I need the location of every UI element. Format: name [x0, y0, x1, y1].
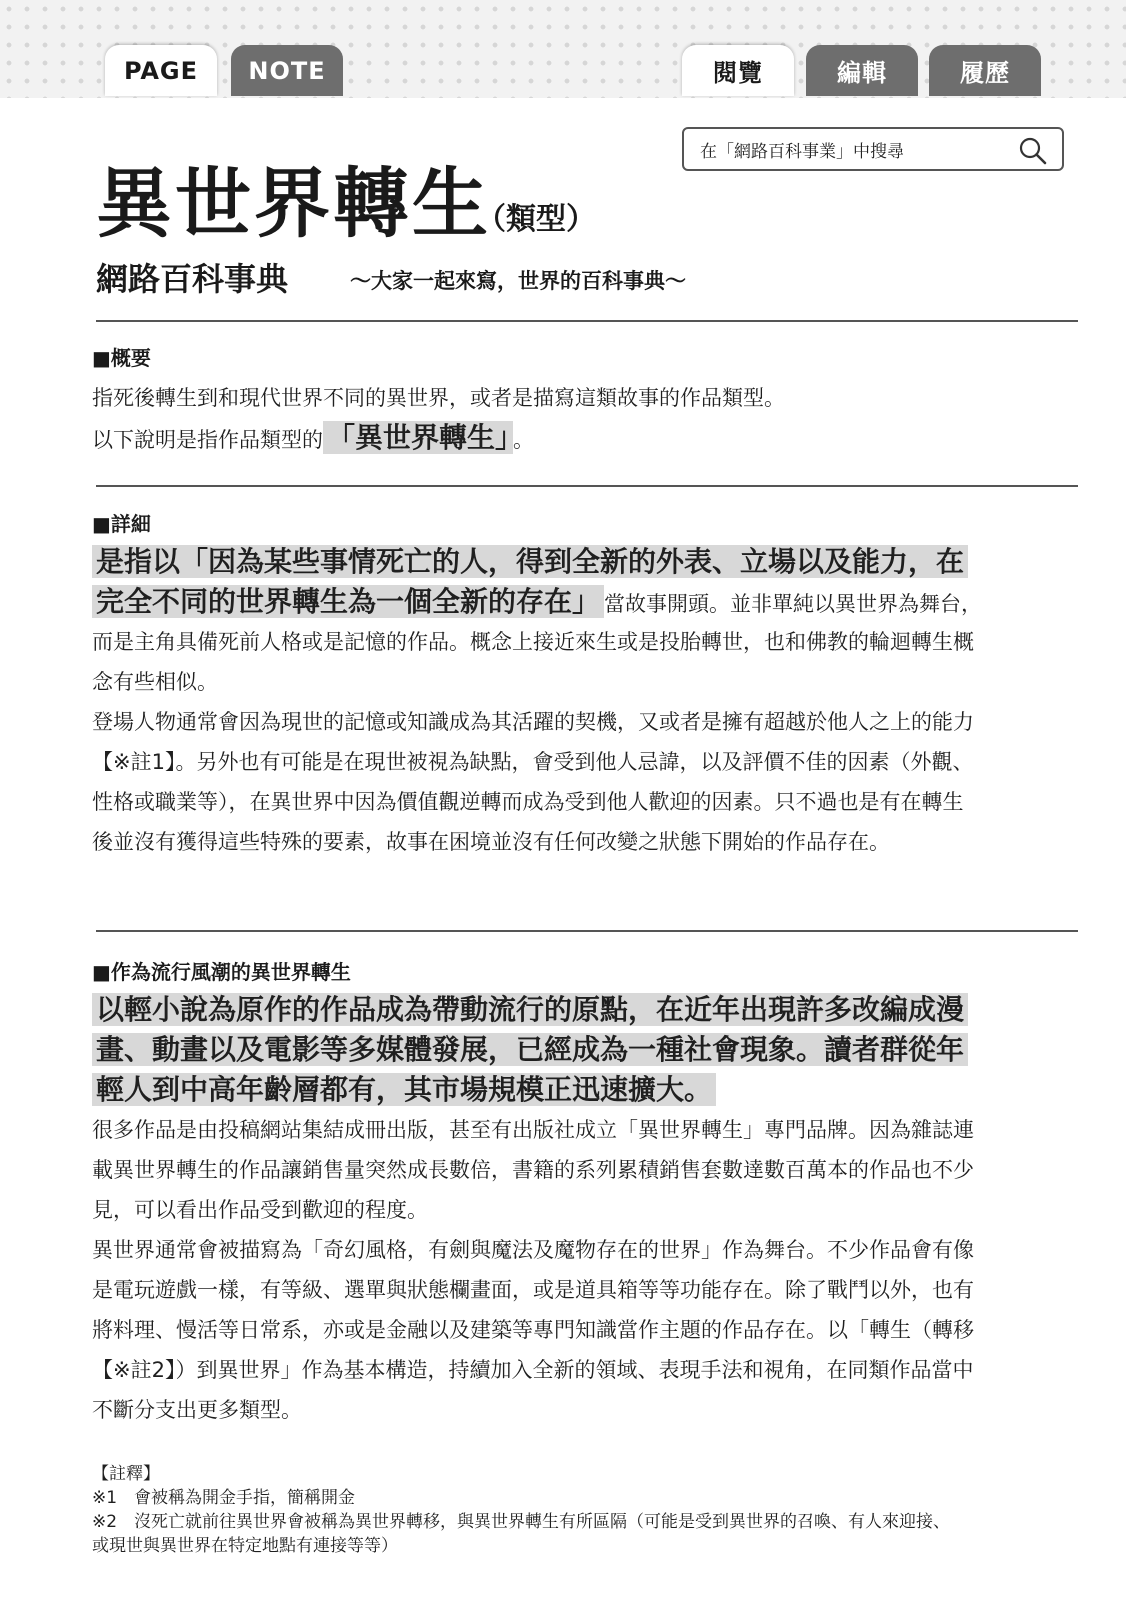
tab-read[interactable]: 閱覽 — [682, 45, 794, 96]
tab-history[interactable]: 履歷 — [929, 45, 1041, 96]
text-line: 【※註1】。另外也有可能是在現世被視為缺點，會受到他人忌諱，以及評價不佳的因素（外觀、 — [92, 750, 974, 774]
tab-edit[interactable]: 編輯 — [806, 45, 918, 96]
site-name: 網路百科事典 — [96, 260, 289, 298]
text-segment: 以下說明是指作品類型的 — [92, 428, 323, 452]
text-line: 異世界通常會被描寫為「奇幻風格，有劍與魔法及魔物存在的世界」作為舞台。不少作品會有像 — [92, 1238, 974, 1262]
text-line: 載異世界轉生的作品讓銷售量突然成長數倍，書籍的系列累積銷售套數達數百萬本的作品也不少 — [92, 1158, 974, 1182]
highlight-line — [92, 1070, 1082, 1110]
text-line: 性格或職業等），在異世界中因為價值觀逆轉而成為受到他人歡迎的因素。只不過也是有在轉生 — [92, 790, 964, 814]
overview-heading: ■概要 — [92, 346, 151, 370]
footnotes-heading: 【註釋】 — [92, 1464, 160, 1484]
text-line: 【※註2】）到異世界」作為基本構造，持續加入全新的領域、表現手法和視角，在同類作品當中 — [92, 1358, 974, 1382]
highlight-text: 以輕小說為原作的作品成為帶動流行的原點，在近年出現許多改編成漫 — [92, 993, 968, 1026]
page-title: 異世界轉生 — [96, 159, 491, 248]
details-heading: ■詳細 — [92, 512, 151, 536]
divider — [96, 930, 1078, 932]
footnote-2: ※2 沒死亡就前往異世界會被稱為異世界轉移，與異世界轉生有所區隔（可能是受到異世界的召喚、有人來迎接、 — [92, 1512, 951, 1532]
text-line: 後並沒有獲得這些特殊的要素，故事在困境並沒有任何改變之狀態下開始的作品存在。 — [92, 830, 890, 854]
text-segment: 當故事開頭。並非單純以異世界為舞台， — [604, 592, 983, 616]
search-input[interactable] — [682, 127, 1064, 171]
highlight-text: 完全不同的世界轉生為一個全新的存在」 — [92, 585, 604, 618]
text-line: 念有些相似。 — [92, 670, 218, 694]
footnotes — [92, 1462, 950, 1558]
highlight-text: 是指以「因為某些事情死亡的人，得到全新的外表、立場以及能力，在 — [92, 545, 968, 578]
trend-body — [92, 990, 1082, 1430]
highlight-text: 「異世界轉生」 — [323, 421, 513, 454]
highlight-line — [92, 542, 1082, 582]
highlight-text: 畫、動畫以及電影等多媒體發展，已經成為一種社會現象。讀者群從年 — [92, 1033, 968, 1066]
highlight-line — [92, 582, 1082, 622]
text-line: 指死後轉生到和現代世界不同的異世界，或者是描寫這類故事的作品類型。 — [92, 386, 785, 410]
tab-note[interactable]: NOTE — [231, 45, 343, 96]
overview-body — [92, 378, 1082, 458]
text-line: 不斷分支出更多類型。 — [92, 1398, 302, 1422]
text-line: 將料理、慢活等日常系，亦或是金融以及建築等專門知識當作主題的作品存在。以「轉生（轉移 — [92, 1318, 974, 1342]
highlight-line — [92, 990, 1082, 1030]
text-line: 是電玩遊戲一樣，有等級、選單與狀態欄畫面，或是道具箱等等功能存在。除了戰鬥以外，也有 — [92, 1278, 974, 1302]
search-icon[interactable] — [1018, 136, 1048, 166]
text-segment: 。 — [513, 428, 535, 452]
tab-page[interactable]: PAGE — [105, 45, 217, 96]
footnote-2-continued: 或現世與異世界在特定地點有連接等等） — [92, 1536, 398, 1556]
details-body — [92, 542, 1082, 862]
divider — [96, 485, 1078, 487]
text-line: 見，可以看出作品受到歡迎的程度。 — [92, 1198, 428, 1222]
search-placeholder: 在「網路百科事業」中搜尋 — [700, 141, 904, 162]
text-line: 而是主角具備死前人格或是記憶的作品。概念上接近來生或是投胎轉世，也和佛教的輪迴轉生概 — [92, 630, 974, 654]
page-type: （類型） — [476, 202, 596, 237]
text-line — [92, 418, 1082, 458]
site-tagline: ～大家一起來寫，世界的百科事典～ — [350, 269, 686, 293]
text-line: 登場人物通常會因為現世的記憶或知識成為其活躍的契機，又或者是擁有超越於他人之上的能力 — [92, 710, 974, 734]
text-line: 很多作品是由投稿網站集結成冊出版，甚至有出版社成立「異世界轉生」專門品牌。因為雜誌連 — [92, 1118, 974, 1142]
divider — [96, 320, 1078, 322]
footnote-1: ※1 會被稱為開金手指，簡稱開金 — [92, 1488, 356, 1508]
highlight-line — [92, 1030, 1082, 1070]
highlight-text: 輕人到中高年齡層都有，其市場規模正迅速擴大。 — [92, 1073, 716, 1106]
trend-heading: ■作為流行風潮的異世界轉生 — [92, 960, 351, 984]
